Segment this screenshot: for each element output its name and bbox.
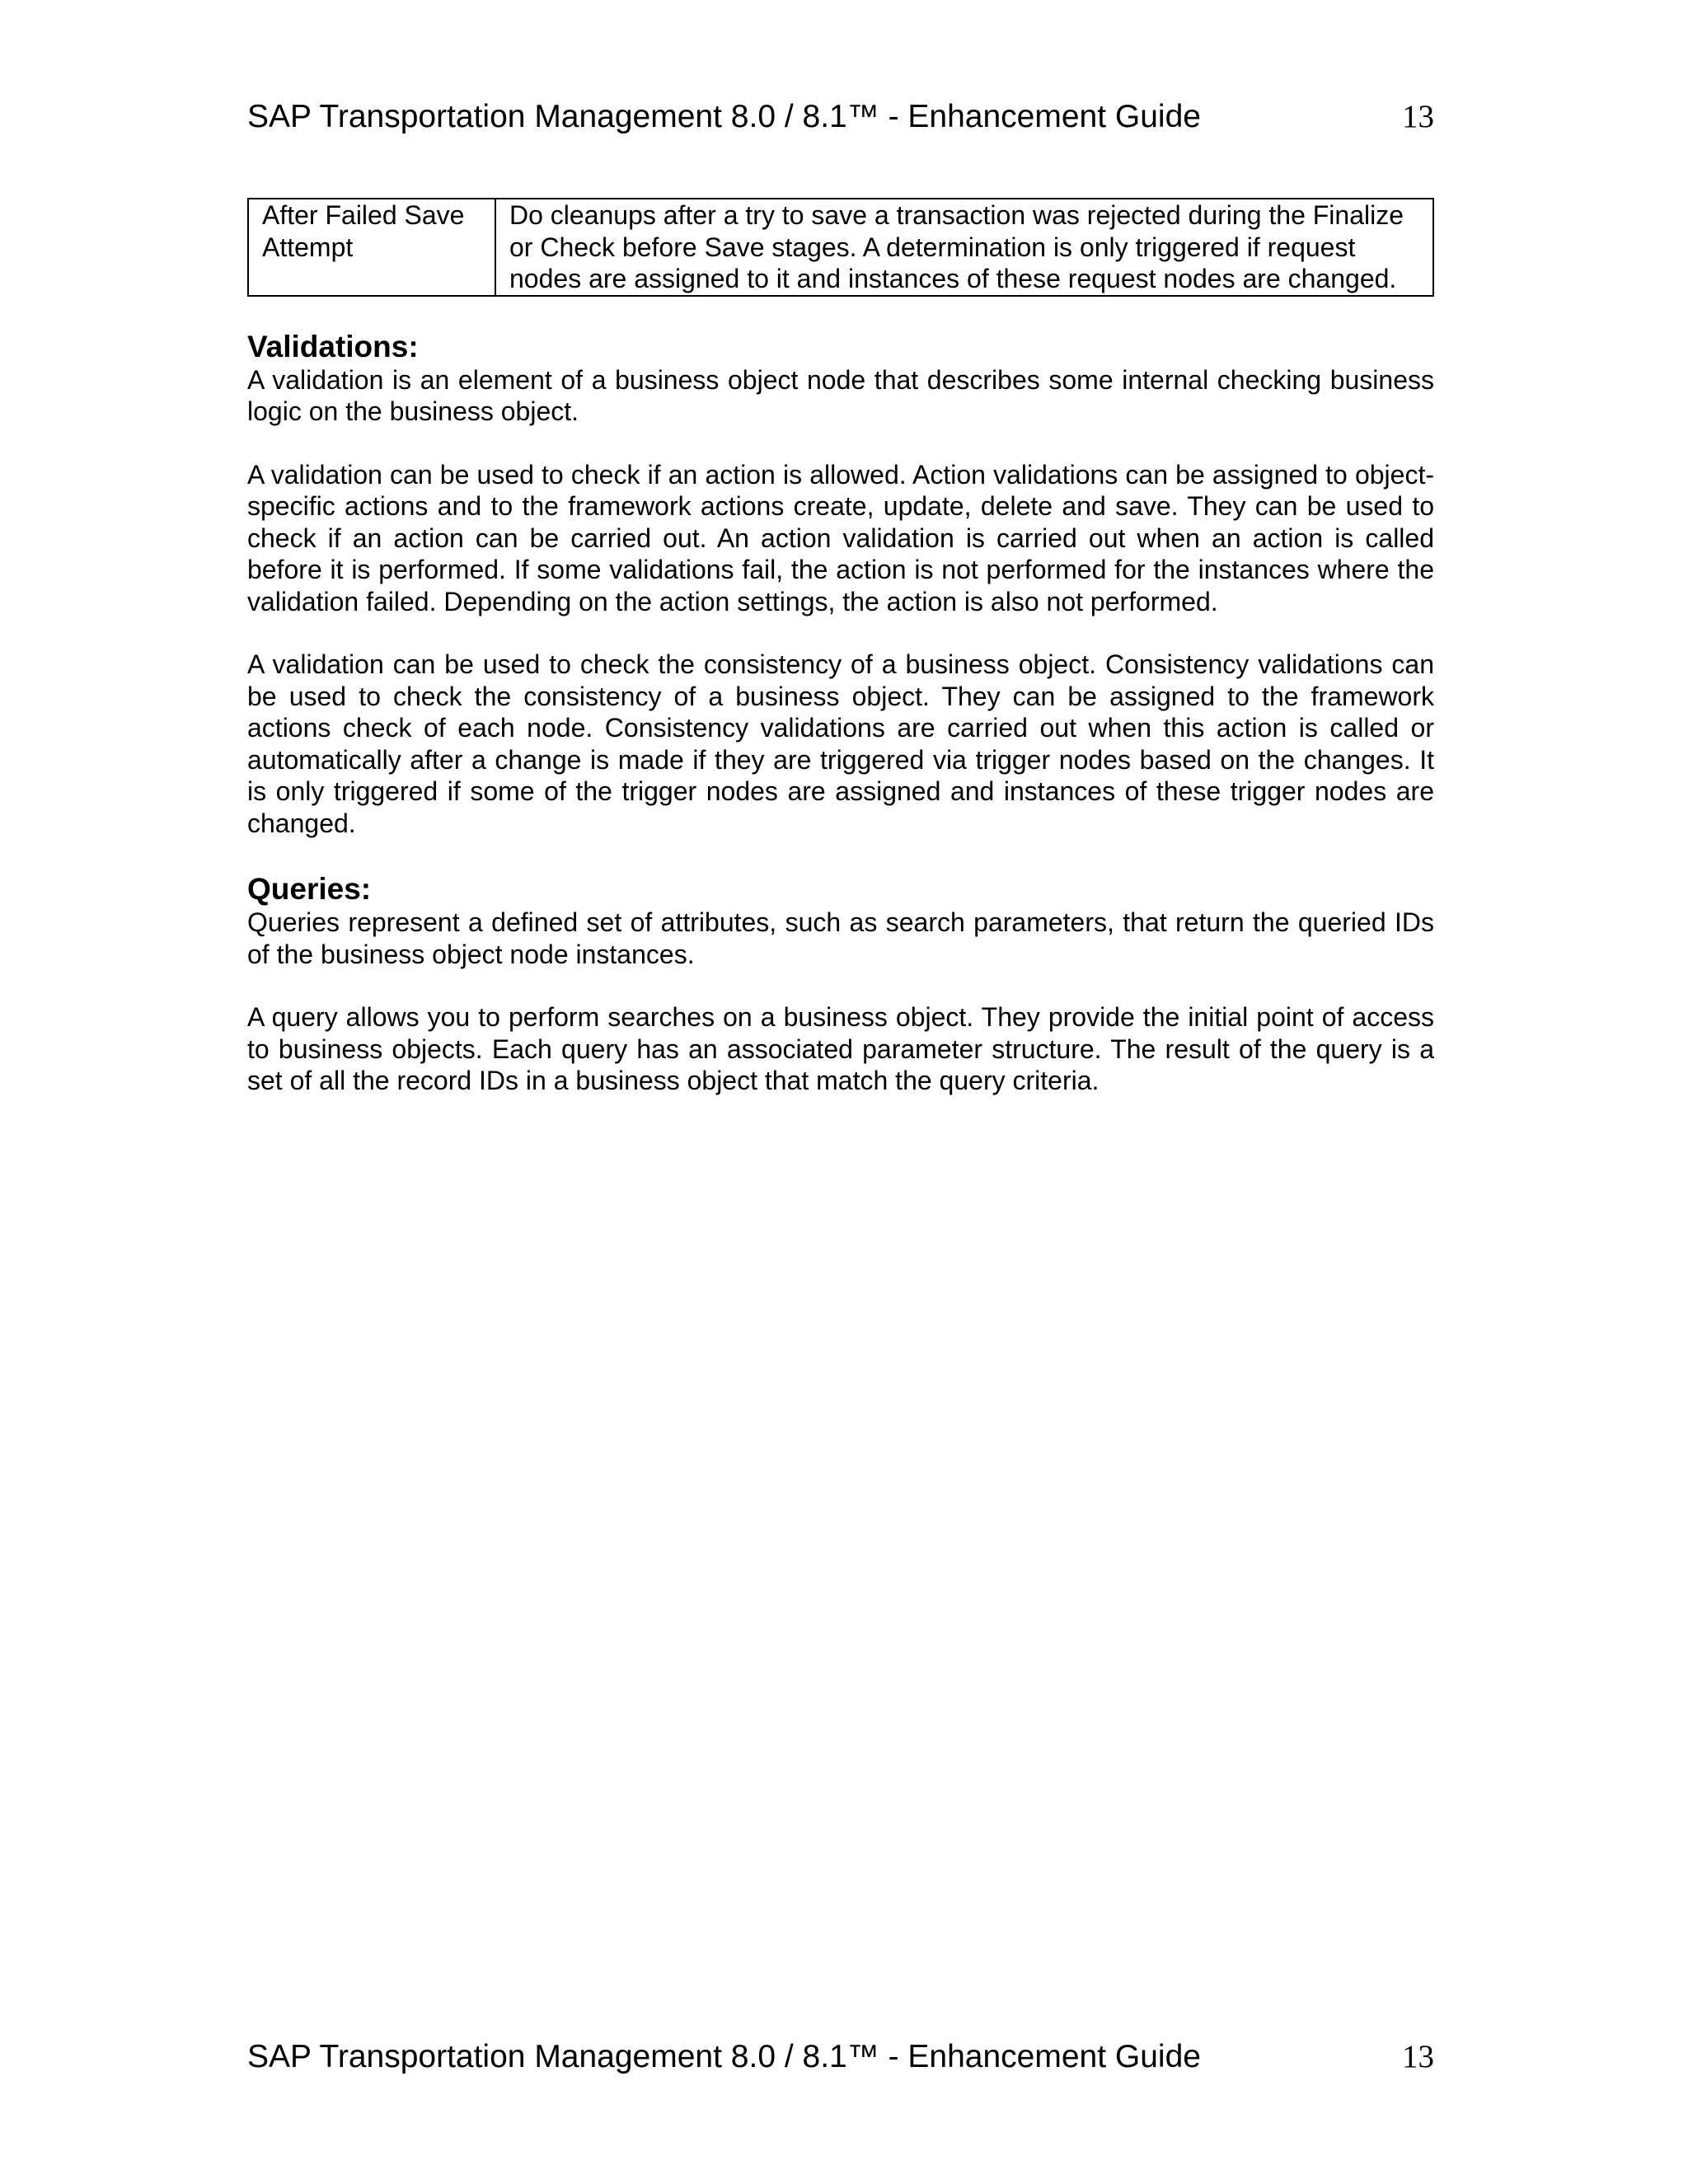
table-cell-description: Do cleanups after a try to save a transaction was rejected during the Finalize or Check before Save stages. A determination is only triggered if request nodes are assigned to it and instances of these request nodes are changed. bbox=[495, 199, 1433, 296]
validations-heading: Validations: bbox=[247, 329, 419, 363]
page-content bbox=[247, 198, 1434, 1097]
determination-table bbox=[247, 198, 1434, 297]
header-title: SAP Transportation Management 8.0 / 8.1™ - Enhancement Guide bbox=[247, 99, 1201, 134]
validations-paragraph: A validation can be used to check if an action is allowed. Action validations can be assigned to object-specific actions and to the framework actions create, update, delete and save. They can be used to check if an action can be carried out. An action validation is carried out when an action is called before it is performed. If some validations fail, the action is not performed for the instances where the validation failed. Depending on the action settings, the action is also not performed. bbox=[247, 459, 1434, 616]
queries-paragraph: Queries represent a defined set of attributes, such as search parameters, that return the queried IDs of the business object node instances. bbox=[247, 907, 1434, 969]
page-header bbox=[247, 97, 1434, 143]
header-page-number: 13 bbox=[1402, 99, 1434, 134]
table-cell-term: After Failed Save Attempt bbox=[248, 199, 495, 296]
footer-title: SAP Transportation Management 8.0 / 8.1™ - Enhancement Guide bbox=[247, 2039, 1201, 2074]
page-footer bbox=[247, 2037, 1434, 2083]
queries-heading: Queries: bbox=[247, 872, 372, 906]
validations-paragraph: A validation can be used to check the consistency of a business object. Consistency validations can be used to check the consistency of a business object. They can be assigned to the framework actions check of each node. Consistency validations are carried out when this action is called or automatically after a change is made if they are triggered via trigger nodes based on the changes. It is only triggered if some of the trigger nodes are assigned and instances of these trigger nodes are changed. bbox=[247, 649, 1434, 838]
queries-paragraph: A query allows you to perform searches on a business object. They provide the initial point of access to business objects. Each query has an associated parameter structure. The result of the query is a set of all the record IDs in a business object that match the query criteria. bbox=[247, 1002, 1434, 1095]
validations-paragraph: A validation is an element of a business object node that describes some internal checking business logic on the business object. bbox=[247, 364, 1434, 426]
footer-page-number: 13 bbox=[1402, 2039, 1434, 2074]
table-row bbox=[248, 199, 1433, 296]
